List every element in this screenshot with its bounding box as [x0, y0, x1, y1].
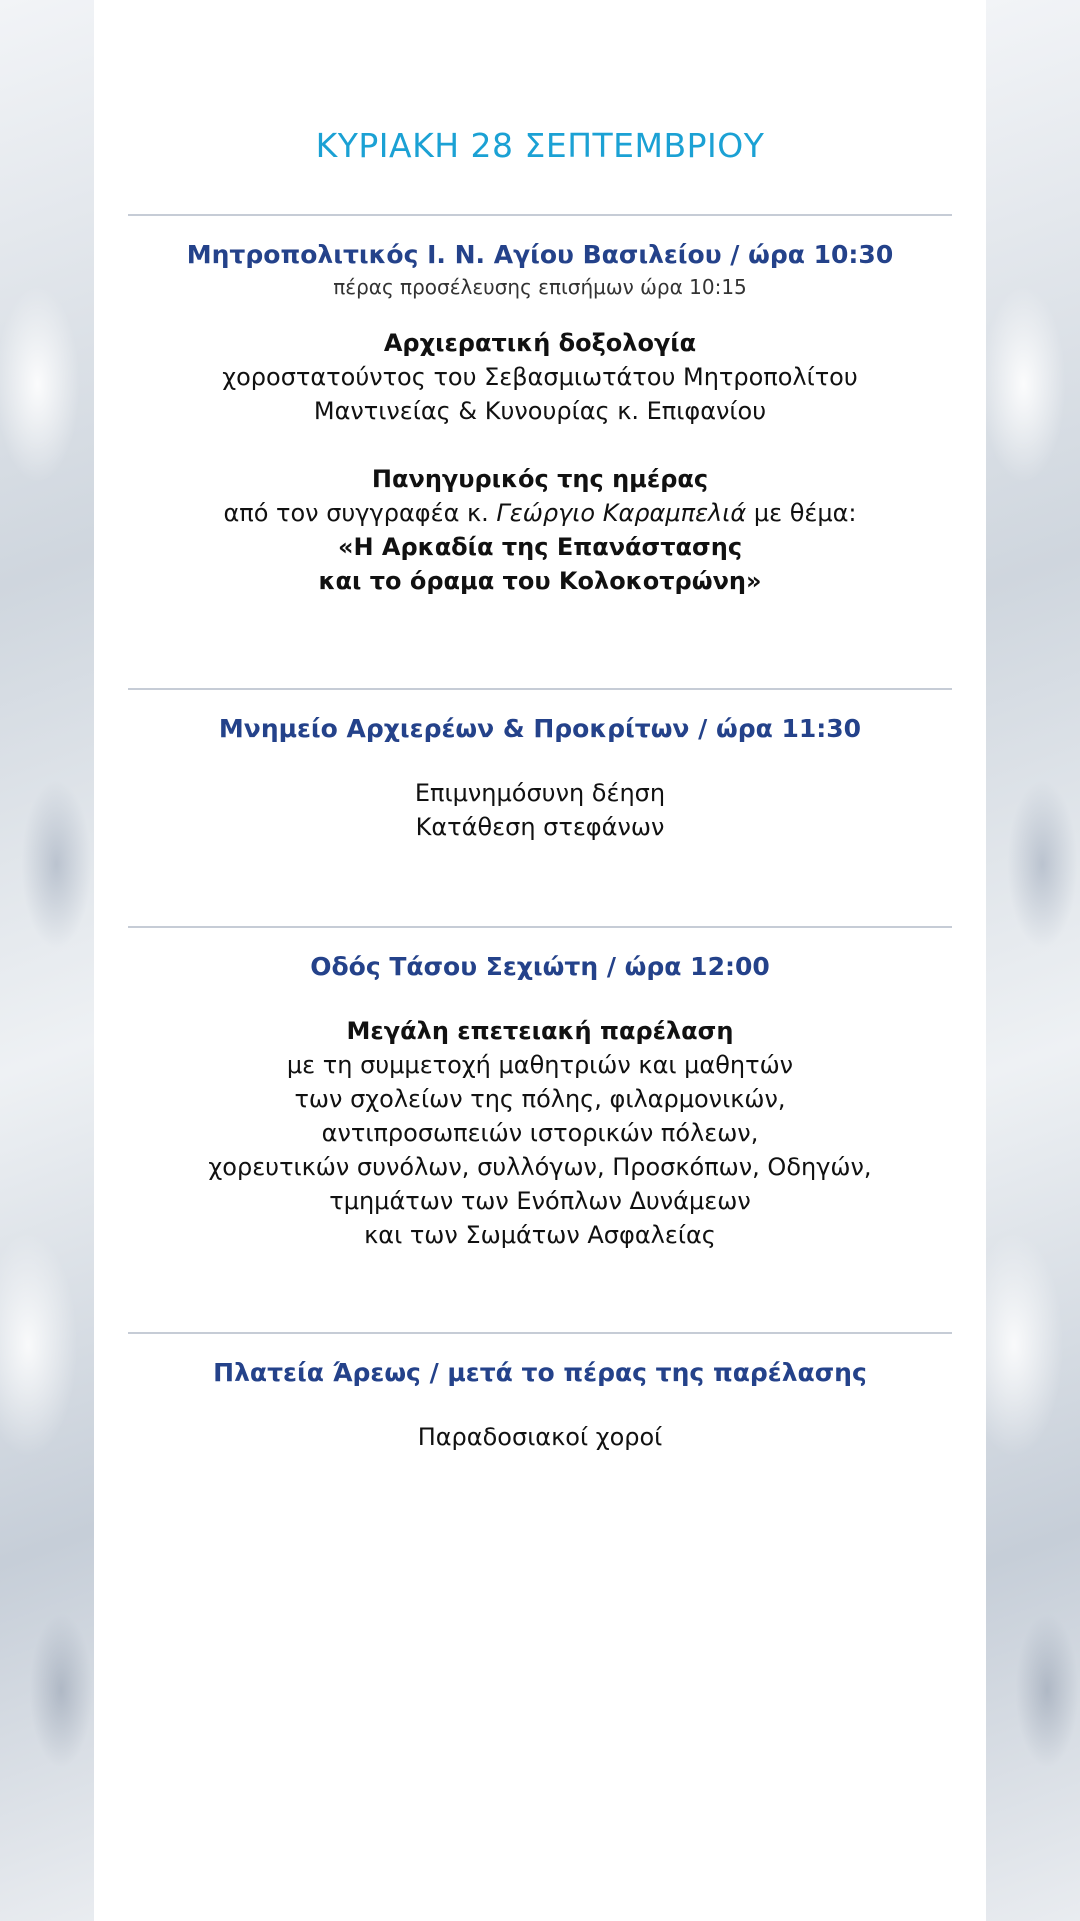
event-line: χοροστατούντος του Σεβασμιωτάτου Μητροπολίτου [222, 363, 858, 391]
divider [128, 926, 952, 928]
section-heading: Μητροπολιτικός Ι. Ν. Αγίου Βασιλείου / ώρα 10:30 [186, 240, 894, 269]
event-line: με τη συμμετοχή μαθητριών και μαθητών [286, 1051, 794, 1079]
event-line: των σχολείων της πόλης, φιλαρμονικών, [294, 1085, 786, 1113]
event-title: Μεγάλη επετειακή παρέλαση [346, 1017, 734, 1045]
topic-intro: με θέμα: [746, 499, 857, 527]
section-heading: Μνημείο Αρχιερέων & Προκρίτων / ώρα 11:30 [218, 714, 862, 743]
divider [128, 214, 952, 216]
program-panel [94, 0, 986, 1921]
event-line: Μαντινείας & Κυνουρίας κ. Επιφανίου [313, 397, 767, 425]
divider [128, 1332, 952, 1334]
divider [128, 688, 952, 690]
event-line: και των Σωμάτων Ασφαλείας [364, 1221, 716, 1249]
sculpture-relief-left [0, 0, 94, 1921]
event-title: Αρχιερατική δοξολογία [383, 329, 697, 357]
section-cathedral [94, 238, 986, 598]
section-monument [94, 712, 986, 844]
section-heading: Πλατεία Άρεως / μετά το πέρας της παρέλασης [213, 1358, 867, 1387]
speech-topic: «Η Αρκαδία της Επανάστασης [337, 533, 743, 561]
speaker-name: Γεώργιο Καραμπελιά [496, 499, 747, 527]
page-title: ΚΥΡΙΑΚΗ 28 ΣΕΠΤΕΜΒΡΙΟΥ [315, 126, 765, 165]
section-heading: Οδός Τάσου Σεχιώτη / ώρα 12:00 [310, 952, 770, 981]
section-square [94, 1356, 986, 1454]
event-line: χορευτικών συνόλων, συλλόγων, Προσκόπων, Οδηγών, [208, 1153, 872, 1181]
event-title: Πανηγυρικός της ημέρας [371, 465, 709, 493]
speech-topic: και το όραμα του Κολοκοτρώνη» [318, 567, 762, 595]
event-line: Κατάθεση στεφάνων [415, 813, 665, 841]
section-parade [94, 950, 986, 1252]
arrival-note: πέρας προσέλευσης επισήμων ώρα 10:15 [333, 275, 747, 299]
event-line: τμημάτων των Ενόπλων Δυνάμεων [329, 1187, 751, 1215]
event-line: αντιπροσωπειών ιστορικών πόλεων, [321, 1119, 759, 1147]
sculpture-relief-right [986, 0, 1080, 1921]
speaker-intro: από τον συγγραφέα κ. [223, 499, 497, 527]
event-line: Παραδοσιακοί χοροί [417, 1423, 663, 1451]
event-line: Επιμνημόσυνη δέηση [414, 779, 666, 807]
event-line [94, 496, 986, 530]
